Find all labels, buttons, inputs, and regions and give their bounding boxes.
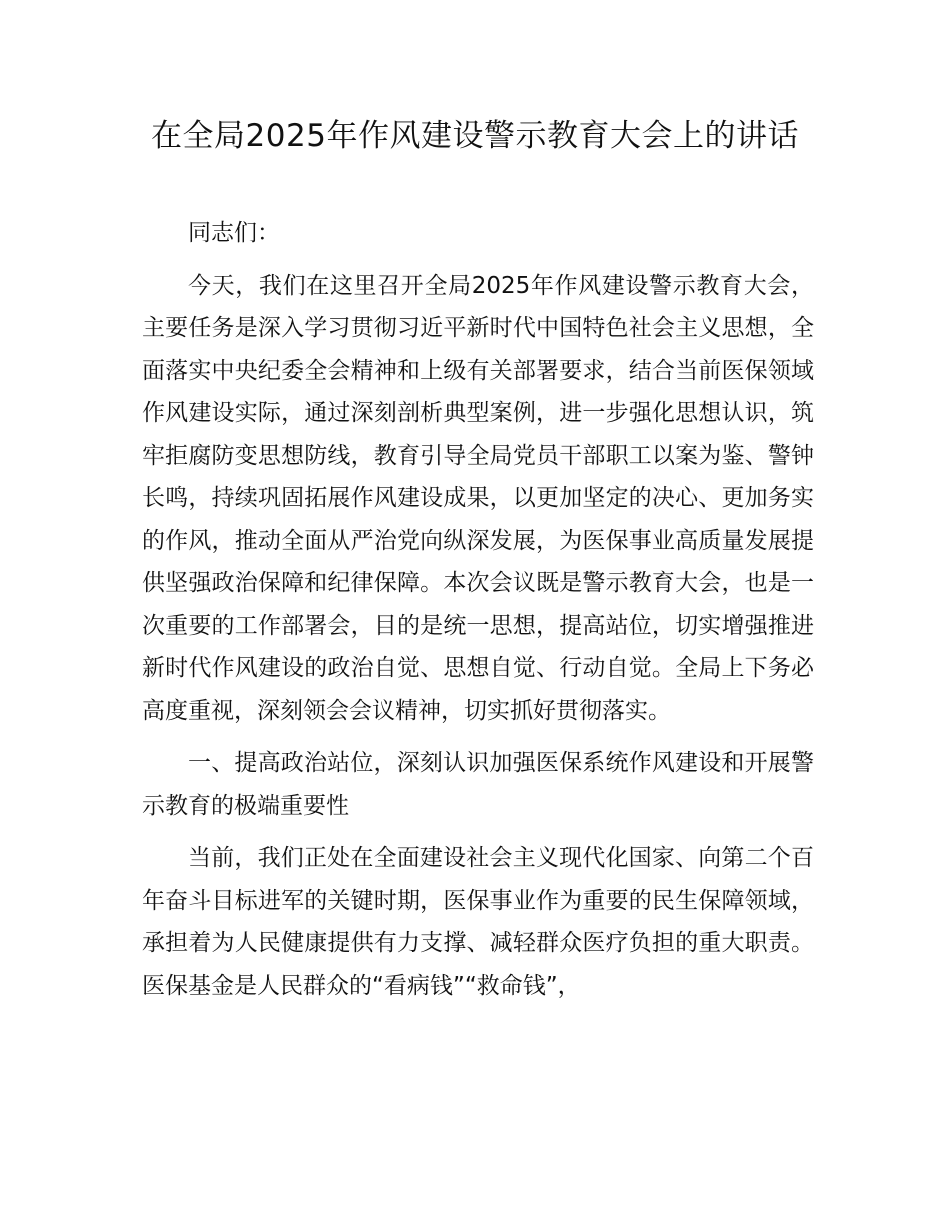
paragraph-section-one: 当前，我们正处在全面建设社会主义现代化国家、向第二个百年奋斗目标进军的关键时期，医保事业作为重要的民生保障领域，承担着为人民健康提供有力支撑、减轻群众医疗负担的重大职责。医保基金是人民群众的“看病钱”“救命钱”， bbox=[142, 845, 814, 999]
paragraph-opening: 今天，我们在这里召开全局2025年作风建设警示教育大会，主要任务是深入学习贯彻习近平新时代中国特色社会主义思想，全面落实中央纪委全会精神和上级有关部署要求，结合当前医保领域作风建设实际，通过深刻剖析典型案例，进一步强化思想认识，筑牢拒腐防变思想防线，教育引导全局党员干部职工以案为鉴、警钟长鸣，持续巩固拓展作风建设成果，以更加坚定的决心、更加务实的作风，推动全面从严治党向纵深发展，为医保事业高质量发展提供坚强政治保障和纪律保障。本次会议既是警示教育大会，也是一次重要的工作部署会，目的是统一思想，提高站位，切实增强推进新时代作风建设的政治自觉、思想自觉、行动自觉。全局上下务必高度重视，深刻领会会议精神，切实抓好贯彻落实。 bbox=[142, 272, 814, 724]
section-heading-one: 一、提高政治站位，深刻认识加强医保系统作风建设和开展警示教育的极端重要性 bbox=[142, 750, 814, 819]
salutation: 同志们： bbox=[188, 220, 280, 246]
document-title: 在全局2025年作风建设警示教育大会上的讲话 bbox=[151, 118, 799, 154]
document-body bbox=[142, 212, 814, 1007]
